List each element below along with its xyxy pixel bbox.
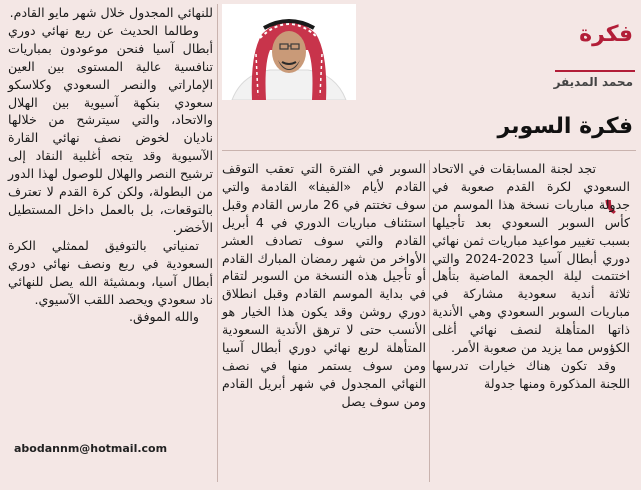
author-portrait xyxy=(222,4,356,100)
article-column-middle xyxy=(222,160,426,411)
column-divider-right xyxy=(429,160,430,482)
column-divider-left xyxy=(217,4,218,482)
author-name: محمد المديفر xyxy=(553,75,633,89)
author-rule xyxy=(555,70,635,72)
paragraph: وطالما الحديث عن ربع نهائي دوري أبطال آسيا فنحن موعودون بمباريات تنافسية عالية المستوى بين العين الإماراتي والنصر السعودي وكلاسكو سعودي بنكهة آسيوية بين الهلال والاتحاد، والتي سيترشح من خلالها ناديان لخوض نصف نهائي القارة الآسيوية وقد يتجه أغلبية النقاد إلى ترشيح النصر والهلال للوصول لهذا الدور من البطولة، ولكن كرة القدم لا تعترف بالتوقعات، بل بالعمل داخل المستطيل الأخضر. xyxy=(8,22,213,235)
header-rule xyxy=(222,150,636,151)
paragraph: تمنياتي بالتوفيق لممثلي الكرة السعودية في ربع ونصف نهائي دوري أبطال آسيا، وبمشيئة الله يصل للنهائي ناد سعودي ويحصد اللقب الآسيوي. xyxy=(8,237,213,307)
paragraph: وقد تكون هناك خيارات تدرسها اللجنة المذكورة ومنها جدولة xyxy=(432,357,630,391)
paragraph: السوبر في الفترة التي تعقب التوقف القادم لأيام «الفيفا» القادمة والتي سوف تختتم في 26 مارس القادم وقبل استئناف مباريات الدوري في 4 أبريل القادم والتي سوف تصادف العشر الأواخر من شهر رمضان المبارك القادم أو تأجيل هذه النسخة من السوبر لتقام في بداية الموسم القادم وقبل انطلاق دوري روشن وقد يكون هذا الخيار هو الأنسب حتى لا ترهق الأندية السعودية المتأهلة لربع نهائي دوري أبطال آسيا ومن سوف يستمر منها في نصف النهائي المجدول في شهر أبريل القادم ومن سوف يصل xyxy=(222,161,427,409)
quote-mark-icon: , xyxy=(600,155,618,220)
article-headline: فكرة السوبر xyxy=(497,114,633,139)
author-email: abodannm@hotmail.com xyxy=(14,442,168,455)
section-tag: فكرة xyxy=(579,22,633,47)
paragraph: للنهائي المجدول خلال شهر مايو القادم. xyxy=(9,5,213,20)
paragraph: تجد لجنة المسابقات في الاتحاد السعودي لكرة القدم صعوبة في جدولة مباريات نسخة هذا الموسم من كأس السوبر السعودي بعد تأجيلها بسبب تغيير مواعيد مباريات ثمن نهائي دوري أبطال آسيا 2023-2024 والتي اختتمت ليلة الجمعة الماضية بتأهل ثلاثة أندية سعودية مشاركة في مباريات السوبر السعودي وهي الأندية ذاتها المتأهلة لنصف نهائي أغلى الكؤوس مما يزيد من صعوبة الأمر. xyxy=(432,161,631,356)
article-column-left xyxy=(8,4,213,326)
article-column-right xyxy=(432,155,631,393)
paragraph: والله الموفق. xyxy=(129,309,199,325)
